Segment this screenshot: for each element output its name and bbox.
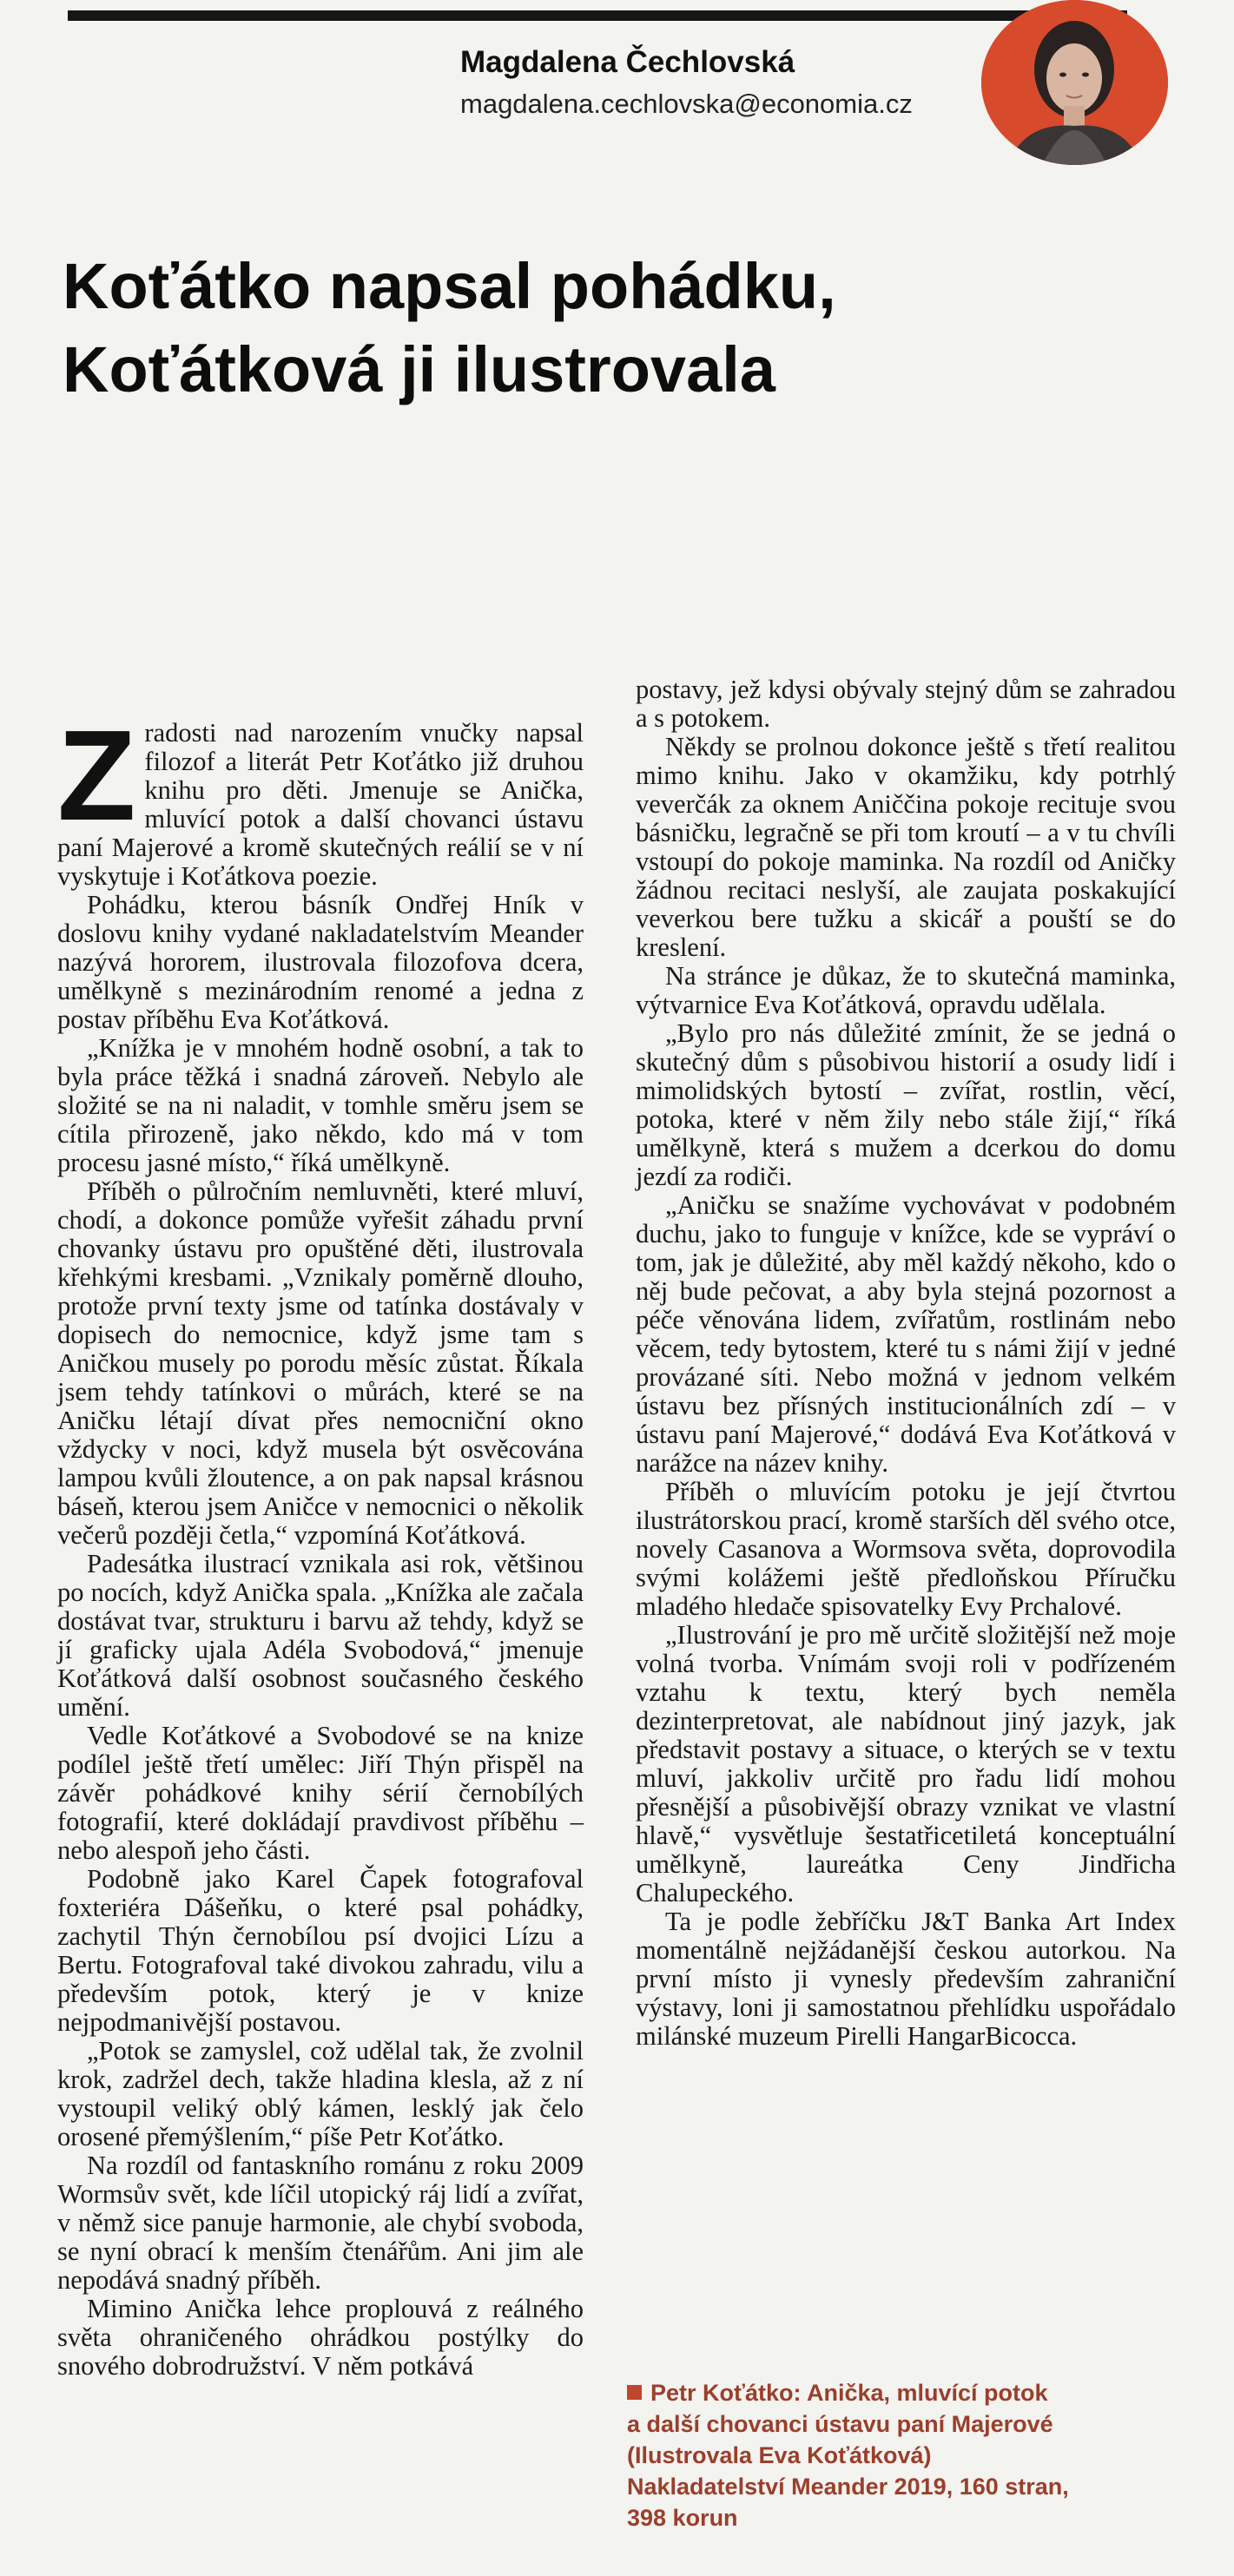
author-portrait-image [981, 0, 1168, 165]
drop-cap: Z [57, 704, 136, 847]
author-email[interactable]: magdalena.cechlovska@economia.cz [460, 89, 913, 119]
book-title-text: Petr Koťátko: Anička, mluvící potok [650, 2380, 1048, 2406]
article-paragraph: Příběh o půlročním nemluvněti, které mluví, chodí, a dokonce pomůže vyřešit záhadu první chovanky ústavu pro opuštěné děti, ilustrovala křehkými kresbami. „Vznikaly poměrně dlouho, protože první texty jsme od tatínka dostávaly v dopisech do nemocnice, když jsme tam s Aničkou musely po porodu měsíc zůstat. Říkala jsem tehdy tatínkovi o můrách, které se na Aničku létají dívat přes nemocniční okno vždycky v noci, když musela být osvěcována lampou kvůli žloutence, a on pak napsal krásnou báseň, kterou jsem Aničce v nemocnici o několik večerů později četla,“ vzpomíná Koťátková. [57, 1176, 584, 1550]
accent-square-icon [627, 2385, 642, 2400]
article-paragraph: Padesátka ilustrací vznikala asi rok, většinou po nocích, když Anička spala. „Knížka ale začala dostávat tvar, strukturu i barvu až tehdy, když se jí graficky ujala Adéla Svobodová,“ jmenuje Koťátková další osobnost současného českého umění. [57, 1549, 584, 1722]
article-paragraph: „Potok se zamyslel, což udělal tak, že zvolnil krok, zadržel dech, takže hladina klesla, až z ní vystoupil veliký oblý kámen, lesklý jak čelo orosené přemýšlením,“ píše Petr Koťátko. [57, 2036, 584, 2151]
author-photo [981, 0, 1168, 165]
book-info-line: Nakladatelství Meander 2019, 160 stran, [627, 2474, 1069, 2500]
paragraph-text: radosti nad narozením vnučky napsal filozof a literát Petr Koťátko již druhou knihu pro děti. Jmenuje se Anička, mluvící potok a další chovanci ústavu paní Majerové a kromě skutečných reálií se v ní vyskytuje i Koťátkova poezie. [57, 718, 584, 891]
article-paragraph: Příběh o mluvícím potoku je její čtvrtou ilustrátorskou prací, kromě starších děl svého otce, novely Casanova a Wormsova světa, doprovodila svými kolážemi ještě předloňskou Příručku mladého hledače spisovatelky Evy Prchalové. [636, 1477, 1176, 1621]
article-paragraph: Mimino Anička lehce proplouvá z reálného světa ohraničeného ohrádkou postýlky do snového dobrodružství. V něm potkává [57, 2294, 584, 2381]
article-headline: Koťátko napsal pohádku, Koťátková ji ilustrovala [63, 250, 836, 405]
author-name: Magdalena Čechlovská [460, 45, 795, 79]
book-info-line: a další chovanci ústavu paní Majerové [627, 2411, 1053, 2437]
article-paragraph: Na rozdíl od fantaskního románu z roku 2009 Wormsův svět, kde líčil utopický ráj lidí a zvířat, v němž sice panuje harmonie, ale chybí svoboda, se nyní obrací k menším čtenářům. Ani jim ale nepodává snadný příběh. [57, 2151, 584, 2295]
article-column-right [636, 675, 1176, 2051]
article-paragraph: „Ilustrování je pro mě určitě složitější než moje volná tvorba. Vnímám svoji roli v podřízeném vztahu k textu, který bych neměla dezinterpretovat, ale nabídnout jiný jazyk, jak představit postavy a situace, o kterých se v textu mluví, jakkoliv určitě pro řadu lidí mohou přesnější a působivější obrazy vznikat ve vlastní hlavě,“ vysvětluje šestatřicetiletá konceptuální umělkyně, laureátka Ceny Jindřicha Chalupeckého. [636, 1620, 1176, 1907]
book-info-line: (Ilustrovala Eva Koťátková) [627, 2442, 932, 2468]
top-rule [68, 10, 1127, 21]
book-info-line [627, 2377, 1148, 2408]
article-paragraph [57, 704, 584, 891]
book-info-line: 398 korun [627, 2505, 738, 2531]
article-paragraph: „Aničku se snažíme vychovávat v podobném duchu, jako to funguje v knížce, kde se vypráví o tom, jak je důležité, aby měl každý někoho, kdo o něj bude pečovat, a aby byla stejná pozornost a péče věnována lidem, zvířatům, rostlinám nebo věcem, tedy bytostem, které tu s námi žijí v jedné provázané síti. Nebo možná v jednom velkém ústavu bez přísných institucionálních zdí – v ústavu paní Majerové,“ dodává Eva Koťátková v narážce na název knihy. [636, 1190, 1176, 1478]
book-info-box [627, 2377, 1148, 2533]
article-paragraph: „Knížka je v mnohém hodně osobní, a tak to byla práce těžká i snadná zároveň. Nebylo ale složité se na ni naladit, v tomhle směru jsem se cítila přirozeně, jako někdo, kdo má v tom procesu jasné místo,“ říká umělkyně. [57, 1033, 584, 1177]
article-paragraph: Na stránce je důkaz, že to skutečná maminka, výtvarnice Eva Koťátková, opravdu udělala. [636, 961, 1176, 1019]
article-paragraph: Ta je podle žebříčku J&T Banka Art Index momentálně nejžádanější českou autorkou. Na první místo ji vynesly především zahraniční výstavy, loni ji samostatnou přehlídku uspořádalo milánské muzeum Pirelli HangarBicocca. [636, 1907, 1176, 2051]
article-paragraph: Vedle Koťátkové a Svobodové se na knize podílel ještě třetí umělec: Jiří Thýn přispěl na závěr pohádkové knihy sérií černobílých fotografií, které dokládají pravdivost příběhu – nebo alespoň jeho části. [57, 1721, 584, 1865]
article-paragraph: Někdy se prolnou dokonce ještě s třetí realitou mimo knihu. Jako v okamžiku, kdy potrhlý veverčák za oknem Aniččina pokoje recituje svou básničku, legračně se při tom kroutí – a v tu chvíli vstoupí do pokoje maminka. Na rozdíl od Aničky žádnou recitaci neslyší, ale zaujata poskakující veverkou bere tužku a skicář a pouští se do kreslení. [636, 732, 1176, 962]
article-paragraph: „Bylo pro nás důležité zmínit, že se jedná o skutečný dům s působivou historií a osudy lidí i mimolidských bytostí – zvířat, rostlin, věcí, potoka, které v něm žily nebo stále žijí,“ říká umělkyně, která s mužem a dcerkou do domu jezdí za rodiči. [636, 1018, 1176, 1191]
article-column-left [57, 704, 584, 2381]
article-paragraph: Pohádku, kterou básník Ondřej Hník v doslovu knihy vydané nakladatelstvím Meander nazývá hororem, ilustrovala filozofova dcera, umělkyně s mezinárodním renomé a jedna z postav příběhu Eva Koťátková. [57, 890, 584, 1034]
article-paragraph: Podobně jako Karel Čapek fotografoval foxteriéra Dášeňku, o které psal pohádky, zachytil Thýn černobílou psí dvojici Lízu a Bertu. Fotografoval také divokou zahradu, vilu a především potok, který je v knize nejpodmanivější postavou. [57, 1864, 584, 2037]
article-paragraph: postavy, jež kdysi obývaly stejný dům se zahradou a s potokem. [636, 675, 1176, 733]
